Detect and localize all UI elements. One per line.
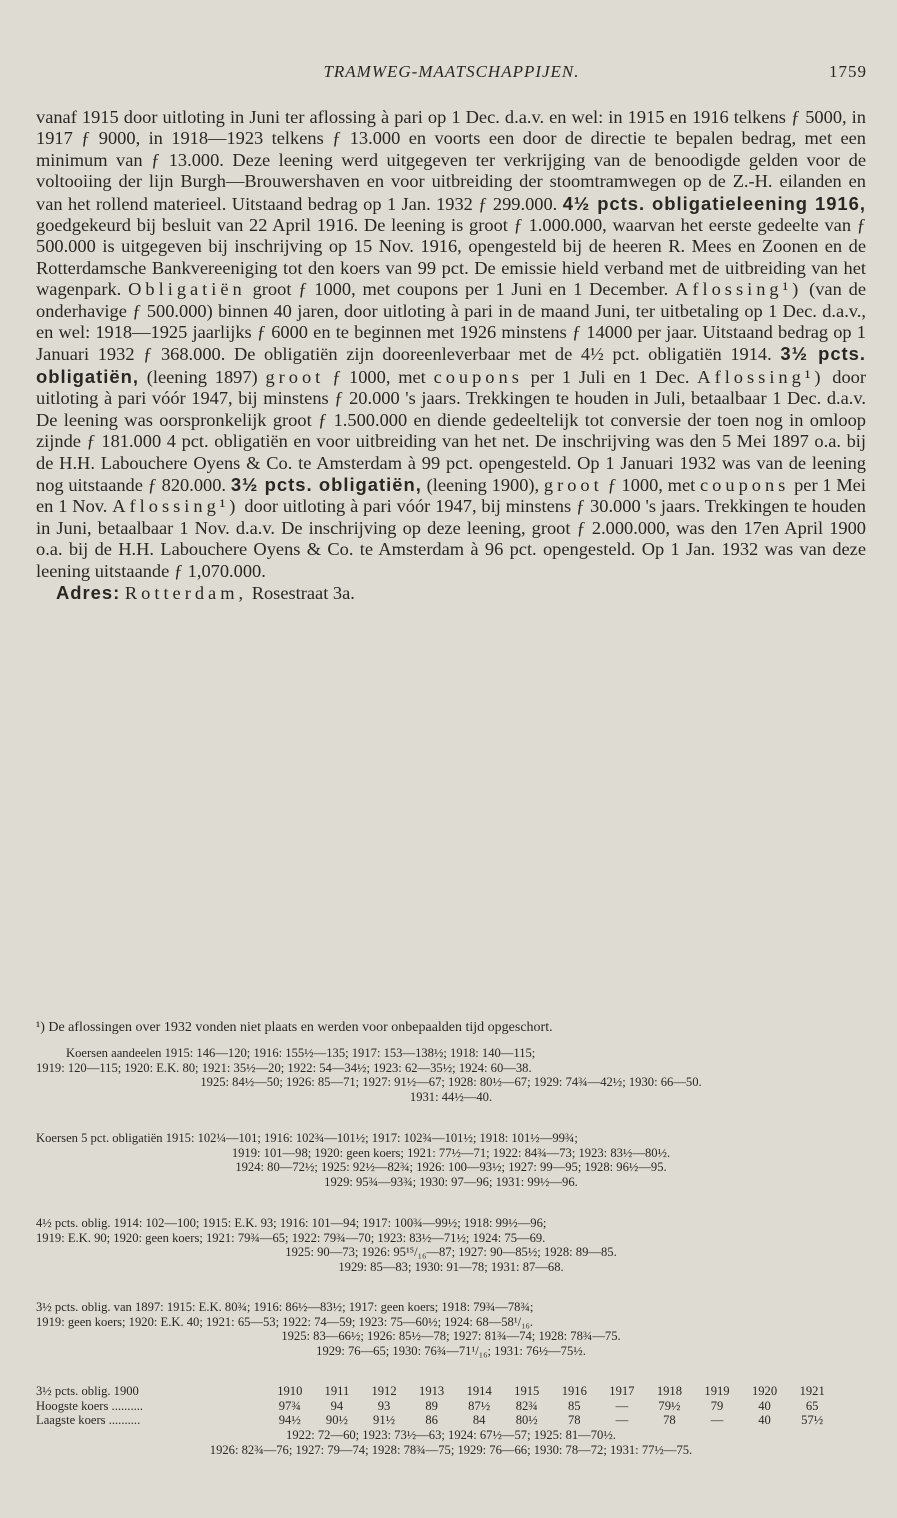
text: goedgekeurd bij besluit van 22 April 1916. De leening is groot ƒ 1.000.000, waarvan het eerste gedeelte van ƒ 500.000 is uitgegeven bij inschrijving op 15 Nov. 1916, opengesteld bij de heeren R. Mees en Zoonen en de Rotterdamsche Bankvereeniging tot den koers van 99 pct. De emissie hield verband met de uitbreiding van het wagenpark.: [36, 215, 866, 300]
address-line: [36, 582, 866, 604]
table-cell: 91½: [373, 1413, 396, 1428]
table-cell: 1916: [561, 1384, 587, 1398]
koers-line: 1925: 90—73; 1926: 95¹⁵/₁₆—87; 1927: 90—85½; 1928: 89—85.: [285, 1245, 617, 1260]
table-cell: 86: [425, 1413, 438, 1428]
table-cell: 1919: [704, 1384, 730, 1398]
text: ƒ 1000, met: [607, 474, 696, 495]
main-text: [36, 107, 866, 604]
table-cell: 1911: [324, 1384, 350, 1398]
table-cell: 1910: [277, 1384, 303, 1398]
page-number: 1759: [829, 62, 867, 81]
text: door uitloting à pari vóór 1947, bij minstens ƒ 30.000 's jaars. Trekkingen te houden in Juni, betaalbaar 1 Nov. d.a.v. De inschrijving op deze leening, groot ƒ 2.000.000, was den 17en April 1900 o.a. bij de H.H. Labouchere Oyens & Co. te Amsterdam à 96 pct. opengesteld. Op 1 Jan. 1932 was van deze leening uitstaande ƒ 1,070.000.: [36, 496, 866, 581]
koers-line: 1929: 85—83; 1930: 91—78; 1931: 87—68.: [338, 1260, 564, 1275]
table-cell: 57½: [801, 1413, 824, 1428]
text: (van de onderhavige ƒ 500.000) binnen 40 jaren, door uitloting à pari in de maand Juni, ter uitbetaling op 1 Dec. d.a.v., en wel: 1918—1925 jaarlijks ƒ 6000 en te beginnen met 1926 minstens ƒ 14000 per jaar. Uitstaand bedrag op 1 Januari 1932 ƒ 368.000. De obligatiën zijn dooreenleverbaar met de 4½ pct. obligatiën 1914.: [36, 279, 866, 365]
table-cell: 65: [805, 1398, 819, 1413]
paragraph: [36, 107, 866, 582]
koers-line: 1931: 44½—40.: [409, 1090, 493, 1105]
table-row: [36, 1399, 836, 1414]
koers-line: 1919: E.K. 90; 1920: geen koers; 1921: 79¾—65; 1922: 79¾—70; 1923: 83½—71½; 1924: 75—69.: [36, 1230, 546, 1245]
koers-table: [36, 1384, 836, 1428]
koers-line: 1929: 95¾—93¾; 1930: 97—96; 1931: 99½—96.: [324, 1175, 578, 1190]
koers-line: 4½ pcts. oblig. 1914: 102—100; 1915: E.K. 93; 1916: 101—94; 1917: 100¾—99½; 1918: 99½—96;: [36, 1216, 547, 1230]
koers-line: Koersen 5 pct. obligatiën 1915: 102¼—101; 1916: 102¾—101½; 1917: 102¾—101½; 1918: 101½—99¾;: [36, 1131, 578, 1145]
spaced-term: Aflossing¹): [675, 279, 803, 300]
table-cell: 78: [663, 1413, 676, 1428]
text: (leening 1897): [146, 366, 258, 387]
table-cell: 1920: [751, 1384, 778, 1398]
table-cell: 1917: [609, 1384, 635, 1398]
text: (leening 1900),: [426, 474, 540, 495]
koersen-aandeelen: [36, 1046, 866, 1105]
table-cell: 1921: [799, 1384, 825, 1398]
koersen-3-5-pct-1897: [36, 1300, 866, 1359]
footnote: ¹) De aflossingen over 1932 vonden niet plaats en werden voor onbepaalden tijd opgeschort.: [36, 1020, 553, 1035]
table-title: 3½ pcts. oblig. 1900: [36, 1384, 139, 1398]
spaced-term: coupons: [700, 474, 790, 495]
section-heading: 3½ pcts. obligatiën,: [230, 473, 422, 495]
text: door uitloting à pari vóór 1947, bij minstens ƒ 20.000 's jaars. Trekkingen te houden in Juli, betaalbaar 1 Dec. d.a.v. De leening was oorspronkelijk groot ƒ 1.500.000 en diende gedeeltelijk tot conversie der toen nog in omloop zijnde ƒ 181.000 4 pct. obligatiën en voor uitbreiding van het net. De inschrijving was den 5 Mei 1897 o.a. bij de H.H. Labouchere Oyens & Co. te Amsterdam à 99 pct. opengesteld. Op 1 Januari 1932 was van de leening nog uitstaande ƒ 820.000.: [36, 366, 866, 495]
koers-line: 1919: 101—98; 1920: geen koers; 1921: 77½—71; 1922: 84¾—73; 1923: 83½—80½.: [231, 1145, 671, 1160]
table-cell: 94: [330, 1398, 344, 1413]
spaced-term: groot: [265, 366, 325, 387]
table-cell: 1915: [514, 1384, 540, 1398]
koers-line: 3½ pcts. oblig. van 1897: 1915: E.K. 80¾; 1916: 86½—83½; 1917: geen koers; 1918: 79¾—78¾;: [36, 1300, 534, 1314]
koers-line: 1925: 84½—50; 1926: 85—71; 1927: 91½—67; 1928: 80½—67; 1929: 74¾—42½; 1930: 66—50.: [200, 1075, 702, 1090]
table-cell: 79½: [658, 1398, 681, 1413]
table-row: [36, 1413, 836, 1428]
koers-line: 1925: 83—66½; 1926: 85½—78; 1927: 81¾—74; 1928: 78¾—75.: [281, 1329, 621, 1344]
row-label: Laagste koers ..........: [36, 1413, 141, 1428]
table-cell: 84: [472, 1413, 486, 1428]
table-cell: 87½: [468, 1398, 491, 1413]
table-cell: 82¾: [515, 1398, 538, 1413]
table-cell: 97¾: [278, 1398, 301, 1413]
section-heading: 3½ pcts. obligatiën,: [36, 343, 867, 387]
koers-line: 1919: geen koers; 1920: E.K. 40; 1921: 65—53; 1922: 74—59; 1923: 75—60½; 1924: 68—58¹/₁₆.: [36, 1314, 534, 1329]
koersen-5-pct: [36, 1131, 866, 1190]
spaced-term: Aflossing¹): [697, 366, 825, 387]
koers-line: 1922: 72—60; 1923: 73½—63; 1924: 67½—57; 1925: 81—70½.: [286, 1428, 616, 1443]
address-label: Adres:: [56, 581, 121, 603]
table-cell: 79: [710, 1398, 724, 1413]
text: per 1 Mei en 1 Nov.: [36, 474, 866, 517]
table-cell: 94½: [278, 1413, 301, 1428]
address-street: Rosestraat 3a.: [251, 582, 355, 603]
table-cell: 1918: [656, 1384, 683, 1398]
table-cell: 89: [425, 1398, 438, 1413]
koersen-3-5-pct-1900: [36, 1384, 866, 1458]
table-cell: —: [710, 1413, 724, 1428]
table-cell: 1912: [371, 1384, 397, 1398]
koers-line: 1926: 82¾—76; 1927: 79—74; 1928: 78¾—75; 1929: 76—66; 1930: 78—72; 1931: 77½—75.: [209, 1442, 693, 1457]
table-cell: 1914: [466, 1384, 492, 1398]
text: ƒ 1000, met: [332, 366, 426, 387]
text: groot ƒ 1000, met coupons per 1 Juni en 1 December.: [252, 279, 669, 300]
address-city: Rotterdam,: [124, 582, 248, 603]
table-cell: 1913: [419, 1384, 445, 1398]
table-cell: 80½: [515, 1413, 538, 1428]
running-header: [36, 62, 867, 88]
table-row: [36, 1384, 836, 1399]
spaced-term: Obligatiën: [128, 279, 246, 300]
koers-line: 1919: 120—115; 1920: E.K. 80; 1921: 35½—20; 1922: 54—34½; 1923: 62—35½; 1924: 60—38.: [36, 1060, 532, 1075]
table-cell: —: [615, 1398, 629, 1413]
row-label: Hoogste koers ..........: [36, 1398, 144, 1413]
table-cell: 85: [568, 1398, 581, 1413]
table-cell: 93: [377, 1398, 391, 1413]
koers-line: 1929: 76—65; 1930: 76¾—71¹/₁₆; 1931: 76½—75½.: [316, 1344, 586, 1359]
running-title: TRAMWEG-MAATSCHAPPIJEN.: [323, 62, 580, 81]
koers-line: 1924: 80—72½; 1925: 92½—82¾; 1926: 100—93½; 1927: 99—95; 1928: 96½—95.: [235, 1160, 667, 1175]
table-cell: 40: [758, 1413, 771, 1428]
table-cell: —: [615, 1413, 629, 1428]
table-cell: 40: [758, 1398, 771, 1413]
text: per 1 Juli en 1 Dec.: [530, 366, 690, 387]
table-cell: 90½: [325, 1413, 348, 1428]
table-cell: 78: [568, 1413, 581, 1428]
koersen-4-5-pct: [36, 1216, 866, 1275]
section-heading: 4½ pcts. obligatieleening 1916,: [562, 192, 866, 214]
spaced-term: Aflossing¹): [112, 496, 240, 517]
spaced-term: groot: [543, 474, 603, 495]
text: vanaf 1915 door uitloting in Juni ter aflossing à pari op 1 Dec. d.a.v. en wel: in 1915 en 1916 telkens ƒ 5000, in 1917 ƒ 9000, in 1918—1923 telkens ƒ 13.000 en voorts een door de directie te bepalen bedrag, met een minimum van ƒ 13.000. Deze leening werd uitgegeven ter verkrijging van de benoodigde gelden voor de voltooiing der lijn Burgh—Brouwershaven en voor uitbreiding der stoomtramwegen op de Z.-H. eilanden en van het rollend materieel. Uitstaand bedrag op 1 Jan. 1932 ƒ 299.000.: [36, 107, 866, 214]
koers-line: Koersen aandeelen 1915: 146—120; 1916: 155½—135; 1917: 153—138½; 1918: 140—115;: [66, 1046, 536, 1060]
spaced-term: coupons: [433, 366, 523, 387]
